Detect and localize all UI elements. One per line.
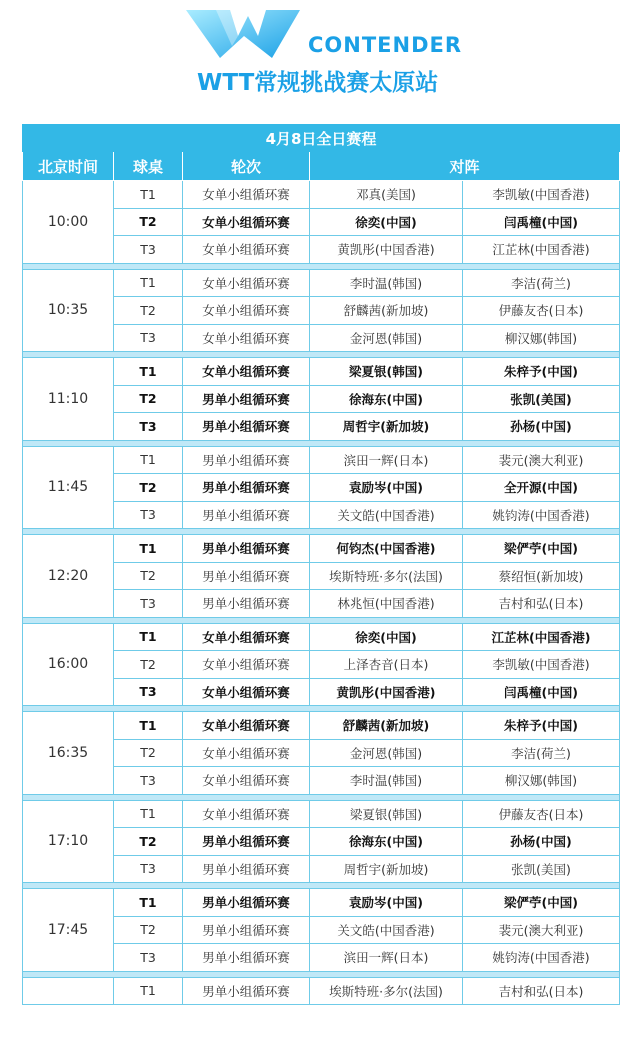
player2-cell: 孙杨(中国) — [463, 413, 620, 441]
round-cell: 女单小组循环赛 — [183, 623, 310, 651]
table-number-cell: T1 — [114, 977, 183, 1005]
table-number-cell: T1 — [114, 889, 183, 917]
round-cell: 女单小组循环赛 — [183, 324, 310, 352]
time-cell: 11:10 — [23, 358, 114, 441]
round-cell: 男单小组循环赛 — [183, 413, 310, 441]
player1-cell: 舒麟茜(新加坡) — [310, 712, 463, 740]
round-cell: 女单小组循环赛 — [183, 651, 310, 679]
player2-cell: 朱梓予(中国) — [463, 712, 620, 740]
player1-cell: 金河恩(韩国) — [310, 739, 463, 767]
player1-cell: 徐奕(中国) — [310, 208, 463, 236]
time-cell — [23, 977, 114, 1005]
time-cell: 11:45 — [23, 446, 114, 529]
player2-cell: 吉村和弘(日本) — [463, 590, 620, 618]
table-number-cell: T1 — [114, 712, 183, 740]
round-cell: 女单小组循环赛 — [183, 739, 310, 767]
table-row — [23, 181, 620, 209]
column-header-table: 球桌 — [114, 152, 183, 181]
player2-cell: 朱梓予(中国) — [463, 358, 620, 386]
round-cell: 男单小组循环赛 — [183, 944, 310, 972]
player2-cell: 孙杨(中国) — [463, 828, 620, 856]
table-number-cell: T2 — [114, 828, 183, 856]
player1-cell: 徐奕(中国) — [310, 623, 463, 651]
round-cell: 女单小组循环赛 — [183, 236, 310, 264]
player1-cell: 何钧杰(中国香港) — [310, 535, 463, 563]
time-cell: 10:00 — [23, 181, 114, 264]
player2-cell: 李洁(荷兰) — [463, 269, 620, 297]
player1-cell: 金河恩(韩国) — [310, 324, 463, 352]
player1-cell: 埃斯特班·多尔(法国) — [310, 562, 463, 590]
table-row — [23, 358, 620, 386]
player2-cell: 闫禹橦(中国) — [463, 208, 620, 236]
round-cell: 男单小组循环赛 — [183, 446, 310, 474]
table-row — [23, 977, 620, 1005]
player2-cell: 姚钧涛(中国香港) — [463, 501, 620, 529]
player2-cell: 张凯(美国) — [463, 385, 620, 413]
table-number-cell: T3 — [114, 944, 183, 972]
round-cell: 男单小组循环赛 — [183, 889, 310, 917]
time-cell: 12:20 — [23, 535, 114, 618]
table-number-cell: T2 — [114, 651, 183, 679]
round-cell: 男单小组循环赛 — [183, 916, 310, 944]
column-header-matchup: 对阵 — [310, 152, 620, 181]
round-cell: 男单小组循环赛 — [183, 855, 310, 883]
round-cell: 女单小组循环赛 — [183, 297, 310, 325]
player1-cell: 袁励岑(中国) — [310, 889, 463, 917]
player2-cell: 梁俨苧(中国) — [463, 535, 620, 563]
player2-cell: 伊藤友杏(日本) — [463, 800, 620, 828]
round-cell: 男单小组循环赛 — [183, 474, 310, 502]
table-row — [23, 623, 620, 651]
wtt-logo-icon — [186, 6, 302, 64]
player1-cell: 袁励岑(中国) — [310, 474, 463, 502]
table-number-cell: T3 — [114, 501, 183, 529]
round-cell: 女单小组循环赛 — [183, 712, 310, 740]
day-title-row — [23, 125, 620, 152]
table-number-cell: T1 — [114, 181, 183, 209]
round-cell: 男单小组循环赛 — [183, 590, 310, 618]
player2-cell: 李凯敏(中国香港) — [463, 181, 620, 209]
table-number-cell: T2 — [114, 916, 183, 944]
player1-cell: 林兆恒(中国香港) — [310, 590, 463, 618]
round-cell: 女单小组循环赛 — [183, 358, 310, 386]
table-number-cell: T3 — [114, 236, 183, 264]
player1-cell: 梁夏银(韩国) — [310, 358, 463, 386]
player2-cell: 全开源(中国) — [463, 474, 620, 502]
player2-cell: 姚钧涛(中国香港) — [463, 944, 620, 972]
player2-cell: 江芷林(中国香港) — [463, 236, 620, 264]
table-number-cell: T3 — [114, 324, 183, 352]
schedule-body — [23, 181, 620, 1005]
table-row — [23, 446, 620, 474]
player1-cell: 关文皓(中国香港) — [310, 916, 463, 944]
round-cell: 男单小组循环赛 — [183, 535, 310, 563]
round-cell: 男单小组循环赛 — [183, 501, 310, 529]
player2-cell: 江芷林(中国香港) — [463, 623, 620, 651]
player2-cell: 裴元(澳大利亚) — [463, 446, 620, 474]
column-header-time: 北京时间 — [23, 152, 114, 181]
player1-cell: 关文皓(中国香港) — [310, 501, 463, 529]
round-cell: 女单小组循环赛 — [183, 678, 310, 706]
round-cell: 女单小组循环赛 — [183, 767, 310, 795]
table-number-cell: T3 — [114, 413, 183, 441]
player2-cell: 伊藤友杏(日本) — [463, 297, 620, 325]
table-number-cell: T3 — [114, 590, 183, 618]
player1-cell: 周哲宇(新加坡) — [310, 413, 463, 441]
time-cell: 16:00 — [23, 623, 114, 706]
player2-cell: 蔡绍恒(新加坡) — [463, 562, 620, 590]
schedule-table — [22, 124, 620, 1005]
brand-name: CONTENDER — [308, 33, 463, 57]
player1-cell: 梁夏银(韩国) — [310, 800, 463, 828]
round-cell: 女单小组循环赛 — [183, 269, 310, 297]
table-row — [23, 800, 620, 828]
player1-cell: 上泽杏音(日本) — [310, 651, 463, 679]
round-cell: 男单小组循环赛 — [183, 977, 310, 1005]
table-number-cell: T2 — [114, 297, 183, 325]
time-cell: 16:35 — [23, 712, 114, 795]
page-title: WTT常规挑战赛太原站 — [197, 70, 439, 96]
round-cell: 女单小组循环赛 — [183, 181, 310, 209]
player1-cell: 徐海东(中国) — [310, 828, 463, 856]
player1-cell: 滨田一辉(日本) — [310, 446, 463, 474]
table-number-cell: T2 — [114, 474, 183, 502]
player1-cell: 埃斯特班·多尔(法国) — [310, 977, 463, 1005]
table-number-cell: T1 — [114, 535, 183, 563]
player1-cell: 黄凯彤(中国香港) — [310, 678, 463, 706]
table-number-cell: T1 — [114, 358, 183, 386]
player1-cell: 滨田一辉(日本) — [310, 944, 463, 972]
player2-cell: 柳汉娜(韩国) — [463, 767, 620, 795]
table-row — [23, 712, 620, 740]
player1-cell: 黄凯彤(中国香港) — [310, 236, 463, 264]
player1-cell: 徐海东(中国) — [310, 385, 463, 413]
player2-cell: 张凯(美国) — [463, 855, 620, 883]
column-header-row — [23, 152, 620, 181]
player2-cell: 闫禹橦(中国) — [463, 678, 620, 706]
day-title: 4月8日全日赛程 — [23, 125, 620, 152]
time-cell: 10:35 — [23, 269, 114, 352]
player2-cell: 裴元(澳大利亚) — [463, 916, 620, 944]
player2-cell: 李凯敏(中国香港) — [463, 651, 620, 679]
table-number-cell: T3 — [114, 678, 183, 706]
player1-cell: 周哲宇(新加坡) — [310, 855, 463, 883]
time-cell: 17:10 — [23, 800, 114, 883]
player1-cell: 李时温(韩国) — [310, 767, 463, 795]
table-number-cell: T2 — [114, 562, 183, 590]
table-row — [23, 269, 620, 297]
player2-cell: 柳汉娜(韩国) — [463, 324, 620, 352]
table-row — [23, 889, 620, 917]
player2-cell: 李洁(荷兰) — [463, 739, 620, 767]
round-cell: 男单小组循环赛 — [183, 828, 310, 856]
time-cell: 17:45 — [23, 889, 114, 972]
column-header-round: 轮次 — [183, 152, 310, 181]
table-row — [23, 535, 620, 563]
table-number-cell: T2 — [114, 385, 183, 413]
table-number-cell: T1 — [114, 800, 183, 828]
round-cell: 女单小组循环赛 — [183, 208, 310, 236]
schedule-table-wrapper — [22, 124, 619, 1005]
table-number-cell: T3 — [114, 855, 183, 883]
player1-cell: 李时温(韩国) — [310, 269, 463, 297]
table-number-cell: T2 — [114, 739, 183, 767]
player2-cell: 梁俨苧(中国) — [463, 889, 620, 917]
round-cell: 男单小组循环赛 — [183, 385, 310, 413]
player1-cell: 邓真(美国) — [310, 181, 463, 209]
table-number-cell: T1 — [114, 446, 183, 474]
player1-cell: 舒麟茜(新加坡) — [310, 297, 463, 325]
header — [0, 0, 640, 124]
table-number-cell: T2 — [114, 208, 183, 236]
player2-cell: 吉村和弘(日本) — [463, 977, 620, 1005]
table-number-cell: T1 — [114, 269, 183, 297]
round-cell: 女单小组循环赛 — [183, 800, 310, 828]
table-number-cell: T1 — [114, 623, 183, 651]
round-cell: 男单小组循环赛 — [183, 562, 310, 590]
table-number-cell: T3 — [114, 767, 183, 795]
